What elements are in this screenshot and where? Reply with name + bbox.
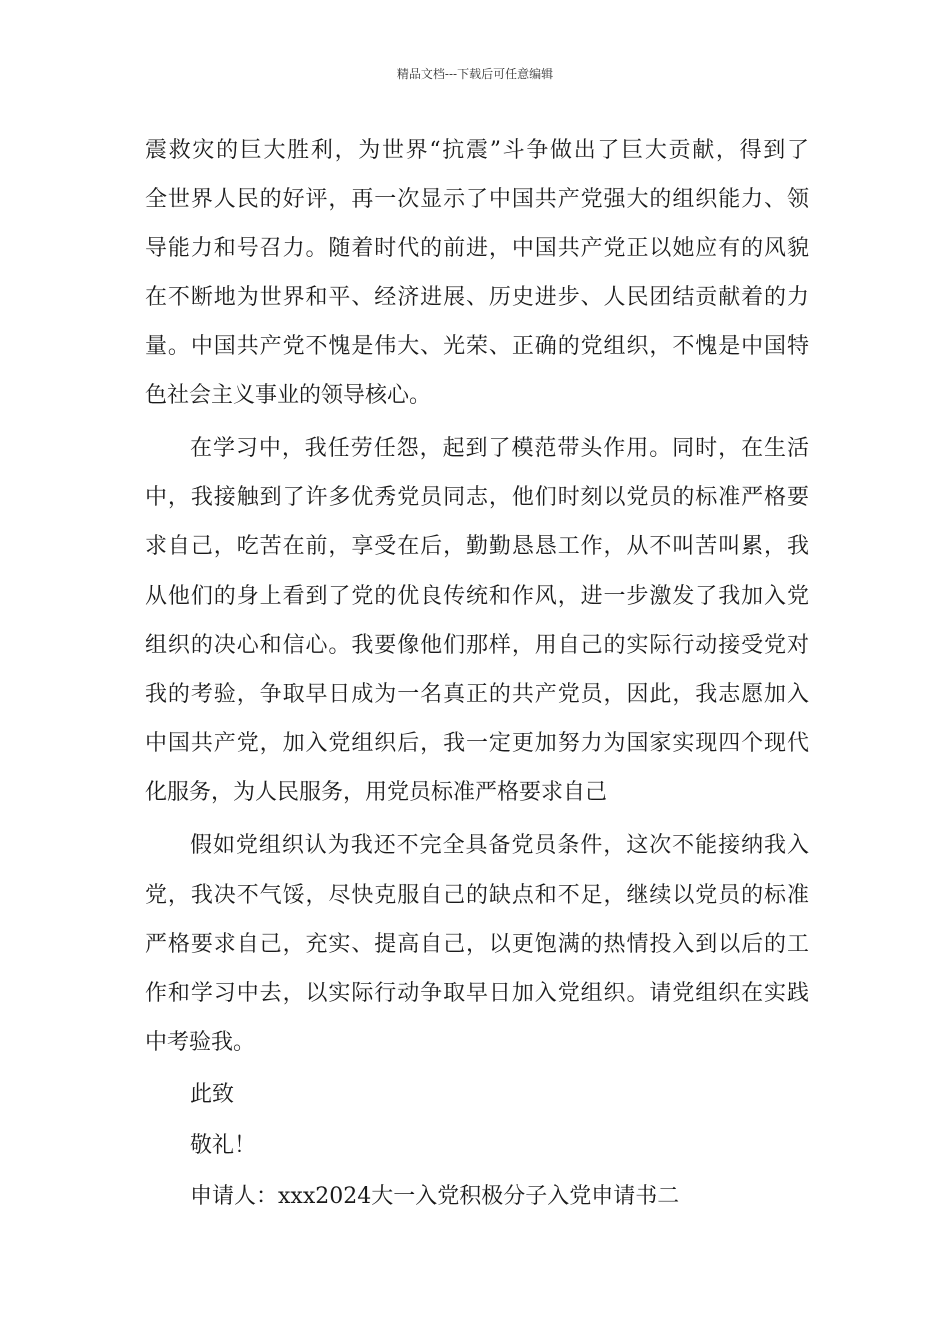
paragraph-2-line-6: 我的考验，争取早日成为一名真正的共产党员，因此，我志愿加入 (145, 682, 809, 707)
paragraph-1-line-5: 量。中国共产党不愧是伟大、光荣、正确的党组织，不愧是中国特 (145, 334, 809, 359)
paragraph-2-line-4: 从他们的身上看到了党的优良传统和作风，进一步激发了我加入党 (145, 584, 809, 609)
paragraph-2-line-7: 中国共产党，加入党组织后，我一定更加努力为国家实现四个现代 (145, 731, 809, 756)
closing-regards: 敬礼！ (190, 1133, 257, 1158)
paragraph-3-line-1: 假如党组织认为我还不完全具备党员条件，这次不能接纳我入 (190, 833, 809, 858)
paragraph-1-line-2: 全世界人民的好评，再一次显示了中国共产党强大的组织能力、领 (145, 187, 809, 212)
paragraph-1-line-1: 震救灾的巨大胜利，为世界“抗震”斗争做出了巨大贡献，得到了 (145, 138, 809, 163)
paragraph-2-line-2: 中，我接触到了许多优秀党员同志，他们时刻以党员的标准严格要 (145, 485, 809, 510)
paragraph-3-line-3: 严格要求自己，充实、提高自己，以更饱满的热情投入到以后的工 (145, 932, 809, 957)
paragraph-2-line-1: 在学习中，我任劳任怨，起到了模范带头作用。同时，在生活 (190, 436, 809, 461)
paragraph-3-line-4: 作和学习中去，以实际行动争取早日加入党组织。请党组织在实践 (145, 981, 809, 1006)
paragraph-1-line-6: 色社会主义事业的领导核心。 (145, 383, 432, 408)
paragraph-3-line-5: 中考验我。 (145, 1030, 256, 1055)
page-header: 精品文档---下载后可任意编辑 (396, 67, 554, 81)
closing-salutation: 此致 (190, 1082, 235, 1107)
paragraph-3-line-2: 党，我决不气馁，尽快克服自己的缺点和不足，继续以党员的标准 (145, 883, 809, 908)
paragraph-1-line-3: 导能力和号召力。随着时代的前进，中国共产党正以她应有的风貌 (145, 236, 809, 261)
paragraph-2-line-3: 求自己，吃苦在前，享受在后，勤勤恳恳工作，从不叫苦叫累，我 (145, 534, 809, 559)
paragraph-2-line-5: 组织的决心和信心。我要像他们那样，用自己的实际行动接受党对 (145, 633, 809, 658)
applicant-signature: 申请人：xxx2024大一入党积极分子入党申请书二 (190, 1184, 680, 1209)
paragraph-2-line-8: 化服务，为人民服务，用党员标准严格要求自己 (145, 780, 608, 805)
paragraph-1-line-4: 在不断地为世界和平、经济进展、历史进步、人民团结贡献着的力 (145, 285, 809, 310)
